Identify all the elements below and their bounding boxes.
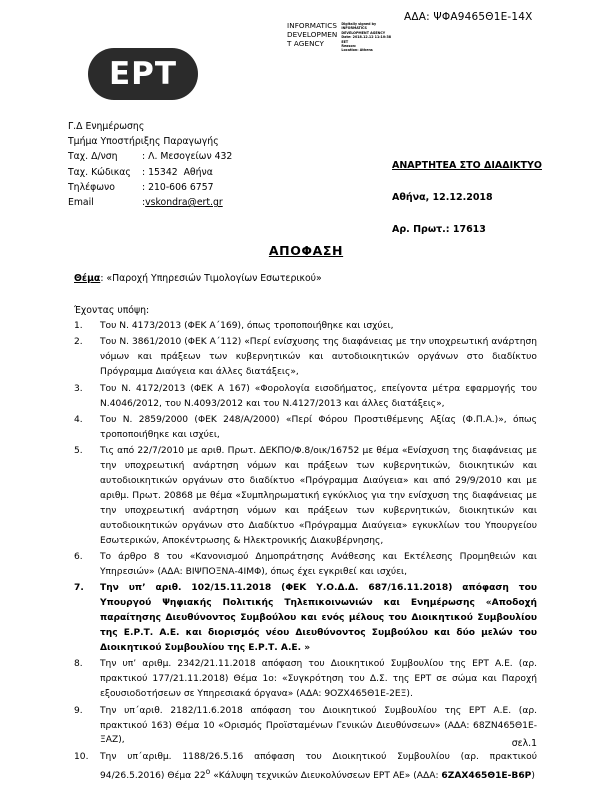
- subject-text: : «Παροχή Υπηρεσιών Τιμολογίων Εσωτερικού»: [100, 273, 322, 284]
- signature-agency-line-1: INFORMATICS: [287, 21, 338, 30]
- signature-detail-line-7: Location: Athens: [341, 48, 373, 53]
- clause-text: Του Ν. 4172/2013 (ΦΕΚ Α 167) «Φορολογία εισοδήματος, επείγοντα μέτρα εφαρμογής του Ν.4046/2012, του Ν.4093/2012 και του Ν.4127/2013 και άλλες διατάξεις»,: [100, 383, 537, 409]
- protocol-number: Αρ. Πρωτ.: 17613: [392, 224, 486, 235]
- clause-number: 3.: [74, 383, 83, 394]
- sender-email-link[interactable]: vskondra@ert.gr: [145, 197, 223, 209]
- ert-logo: [88, 48, 198, 100]
- clause-number: 4.: [74, 414, 83, 425]
- sender-row-postcode: [68, 165, 232, 180]
- clause-text: Του Ν. 3861/2010 (ΦΕΚ Α΄112) «Περί ενίσχυσης της διαφάνειας με την υποχρεωτική ανάρτηση νόμων και πράξεων των κυβερνητικών και αυτοδιοικητικών οργάνων στο διαδίκτυο Πρόγραμμα Διαύγεια και άλλες διατάξεις»,: [100, 337, 537, 378]
- signature-detail-line-4: Date: 2018.12.12 11:10:38: [341, 35, 392, 40]
- clause-number: 2.: [74, 337, 83, 348]
- sender-email-prefix: :: [142, 197, 146, 209]
- signature-detail-line-5: EET: [341, 39, 349, 44]
- clause-number: 5.: [74, 446, 83, 457]
- sender-row-address: [68, 149, 232, 164]
- clause-item: [74, 319, 537, 334]
- preamble-text: Έχοντας υπόψη:: [74, 305, 150, 316]
- clause-item: [74, 750, 537, 784]
- clause-item: [74, 335, 537, 380]
- clause-item: [74, 382, 537, 412]
- signature-agency-name: [287, 21, 337, 49]
- clause-text: Το άρθρο 8 του «Κανονισμού Δημοπράτησης Ανάθεσης και Εκτέλεσης Προμηθειών και Υπηρεσιών» (ΑΔΑ: ΒΙΨΠΟΞΝΑ-4ΙΜΦ), όπως έχει εγκριθεί και ισχύει,: [100, 552, 537, 577]
- clause-item: [74, 550, 537, 580]
- clause-number: 9.: [74, 705, 83, 716]
- clause-number: 6.: [74, 552, 83, 563]
- clause-text: Τις από 22/7/2010 με αριθ. Πρωτ. ΔΕΚΠΟ/Φ.8/οικ/16752 με θέμα «Ενίσχυση της διαφάνειας με την υποχρεωτική ανάρτηση νόμων και πράξεων των κυβερνητικών, διοικητικών και αυτοδιοικητικών οργάνων στο διαδίκτυο «Πρόγραμμα Διαύγεια» και από 29/9/2010 και με αριθμ. Πρωτ. 20868 με θέμα «Συμπληρωματική εγκύκλιος για την ενίσχυση της διαφάνειας με την υποχρεωτική ανάρτηση νόμων και πράξεων των κυβερνητικών, διοικητικών και αυτοδιοικητικών οργάνων στο Διαδίκτυο «Πρόγραμμα Διαύγεια» εγκυκλίων του Υπουργείου Εσωτερικών, Αποκέντρωσης & Ηλεκτρονικής Διακυβέρνησης,: [100, 446, 537, 546]
- right-header-column: [392, 160, 542, 235]
- signature-agency-line-3: T AGENCY: [287, 39, 325, 49]
- clause-number: 1.: [74, 321, 83, 331]
- digital-signature-stamp: [287, 21, 391, 53]
- place-and-date: Αθήνα, 12.12.2018: [392, 192, 493, 203]
- subject-label: Θέμα: [74, 273, 101, 284]
- clause-item: [74, 413, 537, 443]
- sender-value-postcode: : 15342 Αθήνα: [142, 166, 213, 178]
- sender-department: Γ.Δ Ενημέρωσης: [68, 121, 145, 132]
- clause-item: [74, 657, 537, 702]
- signature-agency-line-2: DEVELOPMEN: [287, 30, 338, 40]
- subject-line: [74, 273, 322, 284]
- publication-notice: ΑΝΑΡΤΗΤΕΑ ΣΤΟ ΔΙΑΔΙΚΤΥΟ: [392, 160, 542, 171]
- clause-text: Του Ν. 2859/2000 (ΦΕΚ 248/Α/2000) «Περί Φόρου Προστιθέμενης Αξίας (Φ.Π.Α.)», όπως τροποποιήθηκε και ισχύει,: [100, 414, 537, 440]
- clause-number: 7.: [74, 583, 84, 594]
- sender-label-postcode: Ταχ. Κώδικας: [68, 166, 131, 178]
- clause-number: 10.: [74, 751, 89, 762]
- clause-item: [74, 581, 537, 656]
- sender-address-block: [68, 119, 232, 210]
- ada-code-stamp: ΑΔΑ: ΨΦΑ9465Θ1Ε-14Χ: [404, 11, 533, 23]
- signature-detail-line-6: Reason:: [341, 44, 357, 49]
- clause-text: Του Ν. 4173/2013 (ΦΕΚ Α΄169), όπως τροποποιήθηκε και ισχύει,: [100, 321, 394, 331]
- sender-label-phone: Τηλέφωνο: [68, 181, 115, 193]
- signature-detail-line-2: INFORMATICS: [341, 26, 367, 31]
- ert-logo-text: EPT: [108, 55, 178, 92]
- clause-number: 8.: [74, 659, 83, 670]
- clause-text: Την υπ’ αριθ. 102/15.11.2018 (ΦΕΚ Υ.Ο.Δ.Δ. 687/16.11.2018) απόφαση του Υπουργού Ψηφιακής Πολιτικής Τηλεπικοινωνιών και Ενημέρωσης «Αποδοχή παραίτησης Διευθύνοντος Συμβούλου και ενός μέλους του Διοικητικού Συμβουλίου της Ε.Ρ.Τ. Α.Ε. και διορισμός νέου Διευθύνοντος Συμβούλου και δύο μελών του Διοικητικού Συμβουλίου της Ε.Ρ.Τ. Α.Ε. »: [100, 583, 537, 654]
- clause-item: [74, 444, 537, 548]
- signature-detail-line-1: Digitally signed by: [341, 22, 377, 26]
- clause-text: Την υπ΄αριθμ. 1188/26.5.16 απόφαση του Διοικητικού Συμβουλίου (αρ. πρακτικού 94/26.5.2016) Θέμα $22^o$ «Κάλυψη τεχνικών Διευκολύνσεων ΕΡΤ ΑΕ» (ΑΔΑ: 6ΖΑΧ465Θ1Ε-Β6Ρ): [100, 751, 537, 781]
- clause-text: Την υπ΄αριθ. 2182/11.6.2018 απόφαση του Διοικητικού Συμβουλίου της ΕΡΤ Α.Ε. (αρ. πρακτικού 163) Θέμα 10 «Ορισμός Προϊσταμένων Γενικών Διευθύνσεων» (ΑΔΑ: 68ΖΝ465Θ1Ε-ΞΑΖ),: [100, 705, 537, 746]
- signature-detail-line-3: DEVELOPMENT AGENCY: [341, 30, 386, 35]
- sender-value-address: : Λ. Μεσογείων 432: [142, 151, 233, 163]
- sender-label-email: Email: [68, 197, 94, 209]
- sender-row-phone: [68, 180, 232, 195]
- clause-text: Την υπ’ αριθμ. 2342/21.11.2018 απόφαση του Διοικητικού Συμβουλίου της ΕΡΤ Α.Ε. (αρ. πρακτικού 177/21.11.2018) Θέμα 1ο: «Συγκρότηση του Δ.Σ. της ΕΡΤ σε σώμα και Παροχή εξουσιοδοτήσεων σε Υπηρεσιακά όργανα» (ΑΔΑ: 9ΟΖΧ465Θ1Ε-2ΕΞ).: [100, 659, 537, 700]
- document-title-text: ΑΠΟΦΑΣΗ: [268, 243, 344, 258]
- signature-details: [341, 21, 391, 53]
- clause-list: [74, 319, 537, 785]
- sender-label-address: Ταχ. Δ/νση: [68, 151, 118, 163]
- sender-row-email: [68, 195, 232, 210]
- document-title: [0, 243, 612, 258]
- page-footer: σελ.1: [511, 738, 537, 749]
- sender-value-phone: : 210-606 6757: [142, 181, 214, 193]
- sender-subdepartment: Τμήμα Υποστήριξης Παραγωγής: [68, 136, 219, 148]
